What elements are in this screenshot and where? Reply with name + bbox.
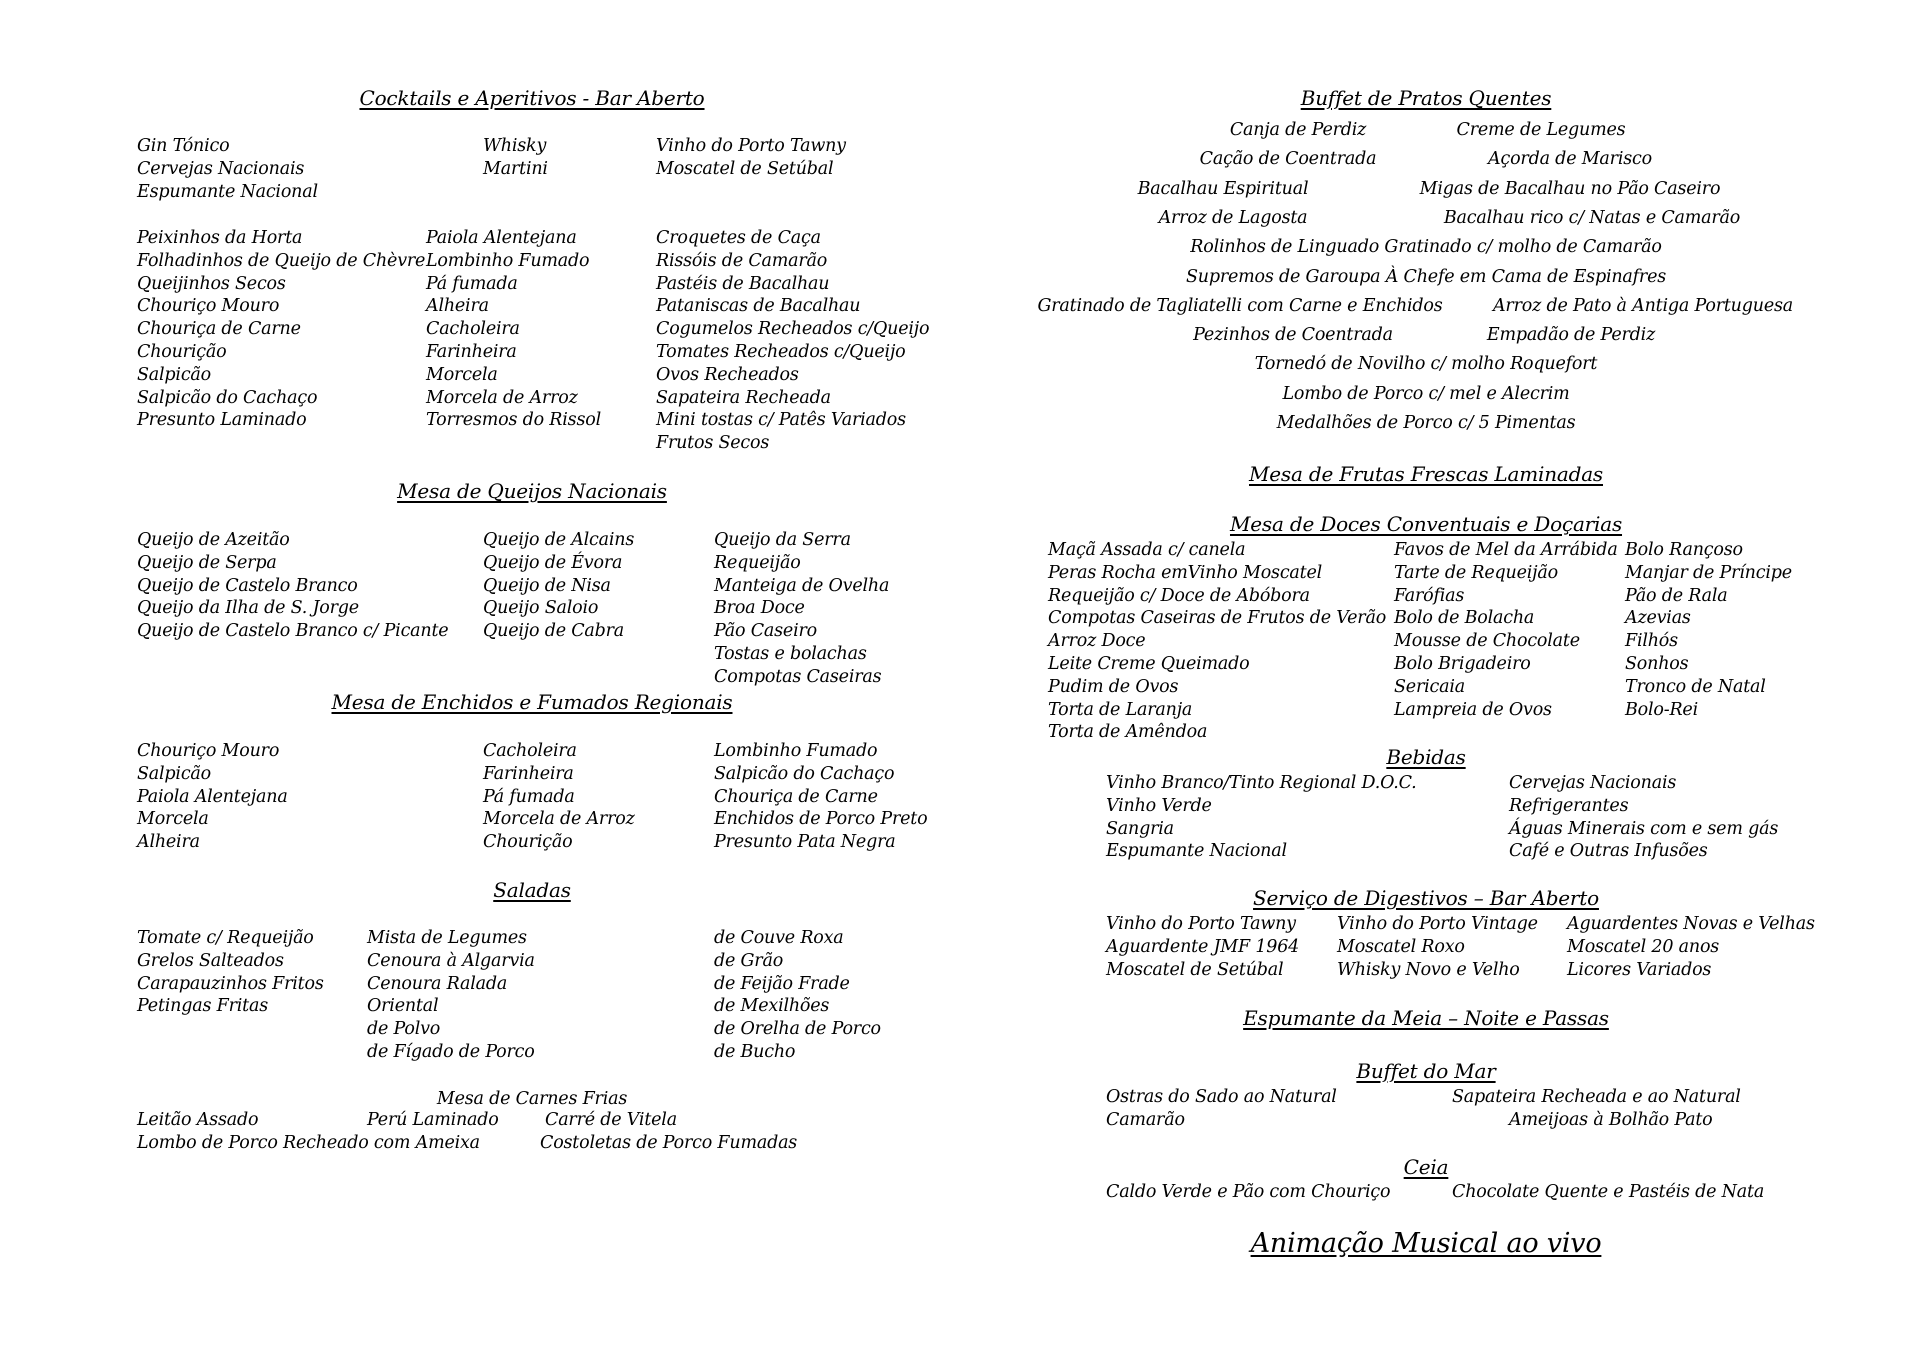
menu-item: de Orelha de Porco	[714, 1019, 881, 1040]
menu-item: Rissóis de Camarão	[656, 250, 828, 271]
hot-dish: Arroz de Lagosta	[1158, 208, 1308, 228]
menu-item: Queijo de Serpa	[137, 552, 277, 573]
cocktails-title: Cocktails e Aperitivos - Bar Aberto	[359, 86, 705, 110]
menu-item: Paiola Alentejana	[426, 228, 577, 248]
saladas-col3	[714, 927, 881, 1064]
menu-item: Requeijão	[714, 552, 801, 573]
menu-item: Ovos Recheados	[656, 364, 799, 385]
menu-item: de Mexilhões	[714, 996, 830, 1017]
menu-item: Chourição	[483, 832, 573, 853]
digestivos-col2	[1337, 913, 1538, 981]
menu-item: Compotas Caseiras	[714, 666, 882, 687]
menu-item: de Feijão Frade	[714, 973, 850, 994]
hot-dish: Canja de Perdiz	[1229, 120, 1367, 140]
hot-dish: Bacalhau Espiritual	[1137, 179, 1309, 199]
menu-item: Morcela de Arroz	[426, 387, 578, 408]
menu-item: Sangria	[1106, 818, 1174, 839]
menu-item: Alheira	[426, 296, 489, 317]
menu-item: Compotas Caseiras de Frutos de Verão	[1048, 608, 1387, 629]
menu-item: Tronco de Natal	[1625, 676, 1766, 697]
menu-item: Queijo de Castelo Branco c/ Picante	[137, 621, 449, 642]
menu-item: Frutos Secos	[656, 433, 770, 454]
menu-item: Queijo da Serra	[714, 530, 851, 550]
menu-item: Lombinho Fumado	[714, 741, 878, 761]
menu-item: Bolo-Rei	[1625, 699, 1698, 720]
menu-item: Martini	[483, 158, 548, 179]
buffet-mar-col1	[1106, 1086, 1337, 1132]
queijos-title: Mesa de Queijos Nacionais	[397, 479, 667, 503]
hot-dish: Supremos de Garoupa À Chefe em Cama de Espinafres	[1185, 267, 1667, 287]
menu-item: Manteiga de Ovelha	[714, 575, 890, 596]
menu-item: Ostras do Sado ao Natural	[1106, 1087, 1337, 1107]
menu-item: Tomate c/ Requeijão	[137, 928, 314, 948]
carnes-frias-item: Leitão Assado	[137, 1110, 259, 1130]
menu-item: Queijo de Nisa	[483, 575, 611, 596]
menu-item: Queijo Saloio	[483, 598, 599, 619]
menu-item: Salpicão	[137, 364, 211, 385]
menu-item: Café e Outras Infusões	[1509, 841, 1708, 862]
menu-item: Carapauzinhos Fritos	[137, 973, 324, 994]
doces-col2	[1394, 539, 1618, 721]
saladas-col1	[137, 927, 324, 1018]
menu-item: Pão de Rala	[1625, 585, 1728, 606]
menu-item: Queijo de Azeitão	[137, 530, 290, 550]
menu-item: Vinho Branco/Tinto Regional D.O.C.	[1106, 773, 1417, 793]
menu-item: Farófias	[1394, 585, 1465, 606]
hot-dish: Creme de Legumes	[1456, 120, 1626, 140]
menu-item: Tostas e bolachas	[714, 643, 867, 664]
buffet-mar-item: Ameijoas à Bolhão Pato	[1509, 1110, 1713, 1130]
menu-item: Paiola Alentejana	[137, 786, 288, 807]
menu-item: Salpicão do Cachaço	[714, 763, 895, 784]
menu-item: Grelos Salteados	[137, 950, 284, 971]
menu-item: Queijo da Ilha de S. Jorge	[137, 598, 359, 619]
menu-item: Favos de Mel da Arrábida	[1394, 540, 1618, 560]
hot-dish: Pezinhos de Coentrada	[1193, 325, 1393, 345]
menu-item: Moscatel de Setúbal	[656, 158, 834, 179]
hot-dish: Gratinado de Tagliatelli com Carne e Enchidos	[1037, 296, 1443, 316]
digestivos-col3	[1567, 913, 1815, 981]
menu-item: Aguardente JMF 1964	[1106, 936, 1300, 957]
menu-item: de Fígado de Porco	[367, 1041, 535, 1062]
menu-item: Alheira	[137, 832, 200, 853]
menu-item: Morcela de Arroz	[483, 809, 635, 830]
hot-dish: Bacalhau rico c/ Natas e Camarão	[1443, 208, 1741, 228]
menu-item: de Bucho	[714, 1041, 796, 1062]
menu-item: de Couve Roxa	[714, 928, 844, 948]
menu-item: Folhadinhos de Queijo de Chèvre	[137, 250, 426, 271]
menu-item: Azevias	[1625, 608, 1691, 629]
doces-col3	[1625, 539, 1792, 721]
menu-item: Queijo de Alcains	[483, 530, 635, 550]
menu-item: Cogumelos Recheados c/Queijo	[656, 319, 930, 340]
saladas-col2	[367, 927, 535, 1064]
menu-item: Farinheira	[483, 763, 574, 784]
menu-item: Espumante Nacional	[137, 181, 318, 202]
hot-dish: Açorda de Marisco	[1488, 149, 1652, 169]
menu-item: Mini tostas c/ Patês Variados	[656, 410, 906, 431]
menu-item: Maçã Assada c/ canela	[1048, 540, 1246, 560]
hot-dish: Tornedó de Novilho c/ molho Roquefort	[1254, 354, 1598, 374]
queijos-col3	[714, 529, 889, 689]
doces-col1	[1048, 539, 1386, 744]
menu-item: Moscatel de Setúbal	[1106, 959, 1284, 980]
menu-item: Presunto Laminado	[137, 410, 307, 431]
cocktails-snacks-col1	[137, 227, 425, 432]
menu-item: Lombinho Fumado	[426, 250, 590, 271]
menu-item: Torresmos do Rissol	[426, 410, 601, 431]
menu-item: Chouriço Mouro	[137, 741, 280, 761]
menu-item: Whisky	[483, 136, 547, 156]
menu-item: Sericaia	[1394, 676, 1465, 697]
menu-item: Chouriça de Carne	[137, 319, 301, 340]
menu-item: Peras Rocha emVinho Moscatel	[1048, 562, 1323, 583]
menu-item: Salpicão	[137, 763, 211, 784]
menu-item: Leite Creme Queimado	[1048, 653, 1250, 674]
menu-item: Arroz Doce	[1048, 631, 1146, 652]
menu-item: Whisky Novo e Velho	[1337, 959, 1520, 980]
menu-item: Croquetes de Caça	[656, 228, 821, 248]
digestivos-title: Serviço de Digestivos – Bar Aberto	[1253, 886, 1599, 910]
doces-title: Mesa de Doces Conventuais e Doçarias	[1229, 512, 1623, 536]
menu-item: Vinho Verde	[1106, 795, 1212, 816]
menu-item: Tomates Recheados c/Queijo	[656, 341, 906, 362]
menu-item: Cacholeira	[426, 319, 520, 340]
menu-item: Mista de Legumes	[367, 928, 527, 948]
menu-item: Torta de Laranja	[1048, 699, 1193, 720]
menu-item: Cenoura à Algarvia	[367, 950, 535, 971]
buffet-mar-item: Sapateira Recheada e ao Natural	[1452, 1087, 1741, 1107]
menu-item: Tarte de Requeijão	[1394, 562, 1558, 583]
carnes-frias-item: Carré de Vitela	[545, 1110, 677, 1130]
cocktails-drinks-col2	[483, 135, 548, 181]
menu-item: Pá fumada	[483, 786, 575, 807]
menu-item: Queijo de Cabra	[483, 621, 625, 642]
menu-item: Aguardentes Novas e Velhas	[1567, 914, 1815, 934]
menu-item: Vinho do Porto Tawny	[656, 136, 846, 156]
menu-item: Chouriço Mouro	[137, 296, 280, 317]
saladas-title: Saladas	[493, 878, 571, 902]
hot-dish: Arroz de Pato à Antiga Portuguesa	[1492, 296, 1794, 316]
menu-item: Licores Variados	[1567, 959, 1712, 980]
menu-item: Manjar de Príncipe	[1625, 562, 1792, 583]
menu-item: Pá fumada	[426, 273, 518, 294]
menu-item: Espumante Nacional	[1106, 841, 1287, 862]
menu-item: Sapateira Recheada	[656, 387, 831, 408]
menu-item: Pastéis de Bacalhau	[656, 273, 830, 294]
ceia-item: Caldo Verde e Pão com Chouriço	[1106, 1182, 1391, 1202]
menu-item: Cervejas Nacionais	[137, 158, 305, 179]
menu-item: Bolo de Bolacha	[1394, 608, 1535, 629]
menu-item: Cacholeira	[483, 741, 577, 761]
menu-item: Moscatel 20 anos	[1567, 936, 1720, 957]
menu-item: Mousse de Chocolate	[1394, 631, 1580, 652]
carnes-frias-item: Perú Laminado	[367, 1110, 499, 1130]
ceia-item: Chocolate Quente e Pastéis de Nata	[1452, 1182, 1765, 1202]
menu-item: Sonhos	[1625, 653, 1689, 674]
menu-item: de Grão	[714, 950, 784, 971]
menu-item: Peixinhos da Horta	[137, 228, 303, 248]
carnes-frias-title: Mesa de Carnes Frias	[436, 1089, 628, 1109]
bebidas-title: Bebidas	[1386, 745, 1466, 769]
menu-item: Gin Tónico	[137, 136, 230, 156]
menu-item: Pataniscas de Bacalhau	[656, 296, 861, 317]
menu-item: Cenoura Ralada	[367, 973, 508, 994]
menu-item: Petingas Fritas	[137, 996, 268, 1017]
hot-dish: Empadão de Perdiz	[1486, 325, 1656, 345]
menu-item: Pudim de Ovos	[1048, 676, 1179, 697]
menu-item: Chouriça de Carne	[714, 786, 878, 807]
menu-item: Vinho do Porto Tawny	[1106, 914, 1296, 934]
frutas-title: Mesa de Frutas Frescas Laminadas	[1248, 462, 1604, 486]
queijos-col2	[483, 529, 634, 643]
queijos-col1	[137, 529, 448, 643]
cocktails-drinks-col3	[656, 135, 846, 181]
hot-dish: Lombo de Porco c/ mel e Alecrim	[1282, 384, 1570, 404]
hot-dish: Medalhões de Porco c/ 5 Pimentas	[1276, 413, 1576, 433]
menu-item: Moscatel Roxo	[1337, 936, 1465, 957]
ceia-title: Ceia	[1403, 1155, 1449, 1179]
espumante-title: Espumante da Meia – Noite e Passas	[1243, 1006, 1609, 1030]
enchidos-col1	[137, 740, 288, 854]
menu-item: Presunto Pata Negra	[714, 832, 896, 853]
buffet-quentes-title: Buffet de Pratos Quentes	[1300, 86, 1552, 110]
menu-item: Lampreia de Ovos	[1394, 699, 1552, 720]
menu-item: Bolo Rançoso	[1625, 540, 1743, 560]
cocktails-drinks-col1	[137, 135, 318, 203]
carnes-frias-item: Lombo de Porco Recheado com Ameixa	[137, 1133, 480, 1153]
animacao-title: Animação Musical ao vivo	[1250, 1228, 1602, 1259]
menu-item: Queijo de Évora	[483, 552, 623, 573]
carnes-frias-item: Costoletas de Porco Fumadas	[540, 1133, 798, 1153]
menu-item: Farinheira	[426, 341, 517, 362]
menu-item: Filhós	[1625, 631, 1678, 652]
bebidas-col1	[1106, 772, 1417, 863]
menu-item: Queijo de Castelo Branco	[137, 575, 358, 596]
digestivos-col1	[1106, 913, 1299, 981]
hot-dish: Rolinhos de Linguado Gratinado c/ molho de Camarão	[1190, 237, 1662, 257]
menu-item: Águas Minerais com e sem gás	[1509, 818, 1779, 839]
menu-item: Camarão	[1106, 1109, 1185, 1130]
hot-dish: Migas de Bacalhau no Pão Caseiro	[1419, 179, 1721, 199]
buffet-mar-title: Buffet do Mar	[1356, 1059, 1496, 1083]
menu-item: Broa Doce	[714, 598, 805, 619]
menu-item: Queijinhos Secos	[137, 273, 286, 294]
menu-item: Salpicão do Cachaço	[137, 387, 318, 408]
menu-item: Bolo Brigadeiro	[1394, 653, 1531, 674]
menu-item: Enchidos de Porco Preto	[714, 809, 928, 830]
menu-item: Chourição	[137, 341, 227, 362]
menu-item: Torta de Amêndoa	[1048, 722, 1208, 743]
enchidos-col2	[483, 740, 635, 854]
menu-item: Morcela	[426, 364, 498, 385]
enchidos-title: Mesa de Enchidos e Fumados Regionais	[331, 690, 733, 714]
menu-item: Morcela	[137, 809, 209, 830]
menu-item: de Polvo	[367, 1019, 441, 1040]
hot-dish: Cação de Coentrada	[1199, 149, 1377, 169]
cocktails-snacks-col2	[426, 227, 601, 432]
menu-item: Refrigerantes	[1509, 795, 1629, 816]
menu-item: Requeijão c/ Doce de Abóbora	[1048, 585, 1310, 606]
bebidas-col2	[1509, 772, 1778, 863]
enchidos-col3	[714, 740, 927, 854]
menu-item: Pão Caseiro	[714, 621, 817, 642]
cocktails-snacks-col3	[656, 227, 929, 455]
menu-item: Vinho do Porto Vintage	[1337, 914, 1538, 934]
menu-item: Oriental	[367, 996, 439, 1017]
menu-item: Cervejas Nacionais	[1509, 773, 1677, 793]
